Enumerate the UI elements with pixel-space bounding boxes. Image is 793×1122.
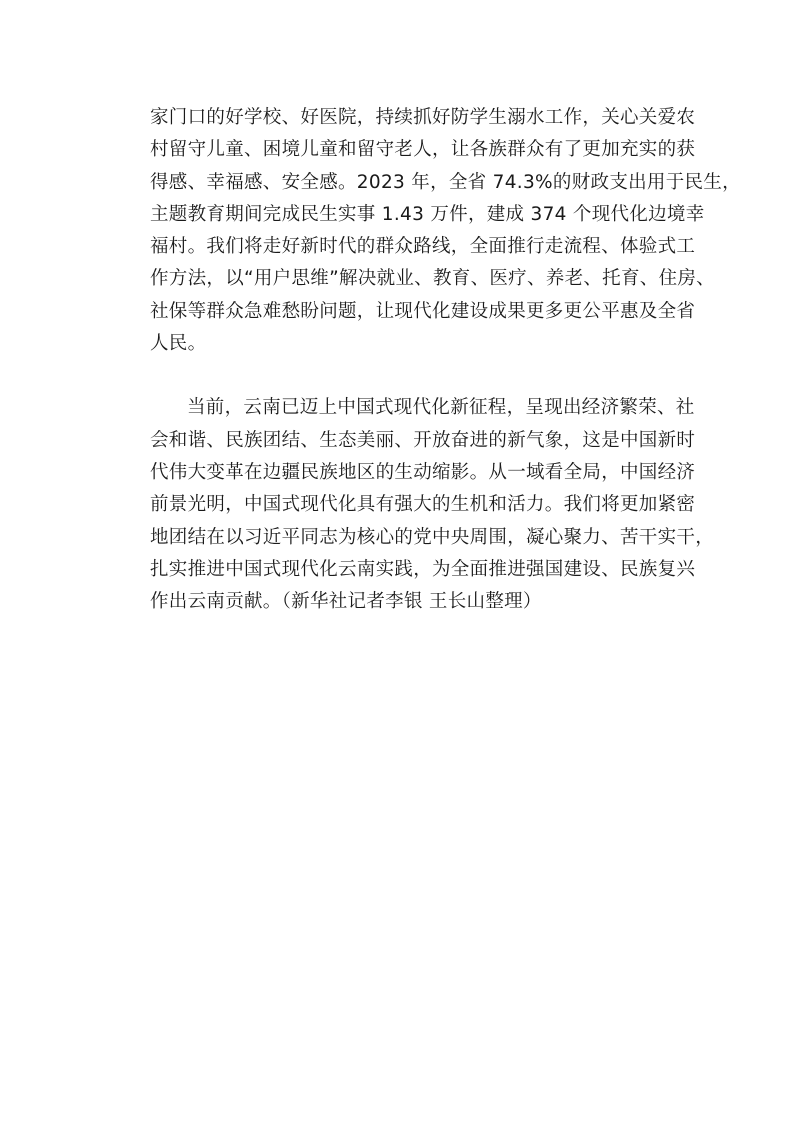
- text-line: 社保等群众急难愁盼问题，让现代化建设成果更多更公平惠及全省: [150, 300, 696, 322]
- text-line: 人民。: [150, 333, 207, 355]
- text-line: 会和谐、民族团结、生态美丽、开放奋进的新气象，这是中国新时: [150, 429, 696, 451]
- text-line: 福村。我们将走好新时代的群众路线，全面推行走流程、体验式工: [150, 236, 696, 258]
- paragraph-1: [150, 102, 741, 360]
- paragraph-2: [150, 392, 715, 618]
- text-line: 村留守儿童、困境儿童和留守老人，让各族群众有了更加充实的获: [150, 139, 696, 161]
- text-line: 扎实推进中国式现代化云南实践，为全面推进强国建设、民族复兴: [150, 558, 696, 580]
- text-line: 家门口的好学校、好医院，持续抓好防学生溺水工作，关心关爱农: [150, 107, 696, 128]
- text-line: 得感、幸福感、安全感。2023 年，全省 74.3%的财政支出用于民生，: [150, 171, 741, 193]
- article-body: [150, 102, 741, 618]
- text-line: 地团结在以习近平同志为核心的党中央周围，凝心聚力、苦干实干，: [150, 526, 715, 548]
- text-line: 作出云南贡献。（新华社记者李银 王长山整理）: [150, 591, 542, 613]
- text-line: 作方法，以“用户思维”解决就业、教育、医疗、养老、托育、住房、: [150, 268, 715, 290]
- text-line: 当前，云南已迈上中国式现代化新征程，呈现出经济繁荣、社: [187, 397, 695, 419]
- text-line: 前景光明，中国式现代化具有强大的生机和活力。我们将更加紧密: [150, 494, 696, 516]
- text-line: 主题教育期间完成民生实事 1.43 万件，建成 374 个现代化边境幸: [150, 203, 705, 225]
- text-line: 代伟大变革在边疆民族地区的生动缩影。从一域看全局，中国经济: [150, 461, 696, 483]
